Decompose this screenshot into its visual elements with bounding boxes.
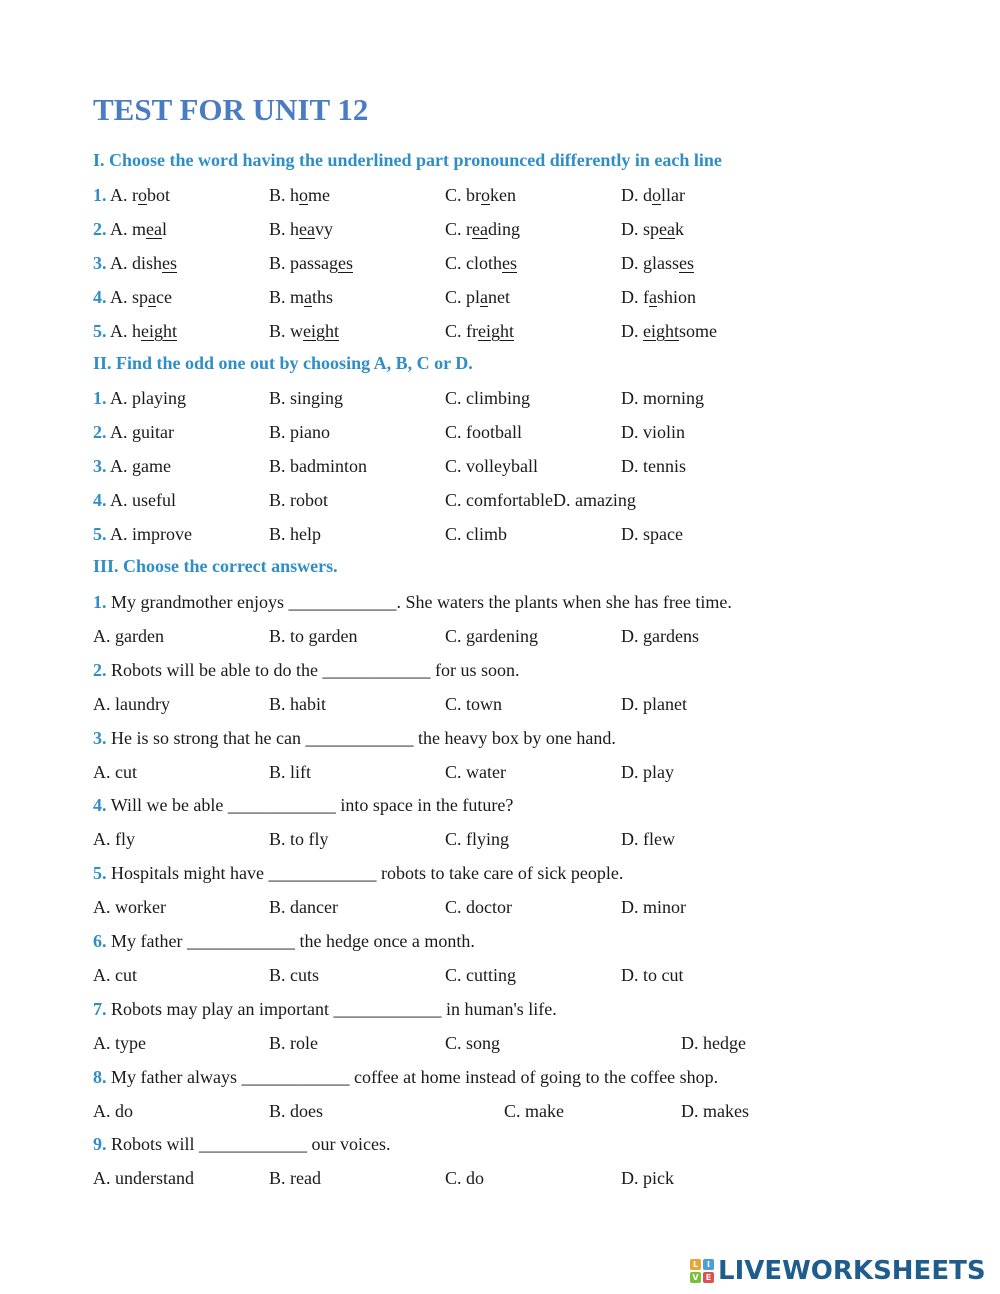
answer-row <box>0 894 1000 920</box>
question-text <box>93 996 557 1022</box>
answer-option <box>621 216 684 242</box>
answer-option: B. singing <box>269 388 344 408</box>
answer-option: A. garden <box>93 626 164 646</box>
answer-option <box>93 419 174 445</box>
option-text: D. glass <box>621 253 679 273</box>
answer-option: A. cut <box>93 965 137 985</box>
option-text: me <box>308 185 331 205</box>
answer-option: D. space <box>621 524 683 544</box>
pronunciation-row <box>0 182 1000 208</box>
odd-one-out-row <box>0 385 1000 411</box>
option-text: shion <box>657 287 697 307</box>
option-text: llar <box>661 185 685 205</box>
answer-option <box>445 318 514 344</box>
underlined-part: eight <box>303 321 340 341</box>
underlined-part: ea <box>146 219 162 239</box>
option-text: l <box>162 219 168 239</box>
option-text: C. r <box>445 219 472 239</box>
answer-option: D. violin <box>621 422 686 442</box>
question-row <box>0 860 1000 886</box>
answer-option <box>445 250 517 276</box>
option-text: A. dish <box>110 253 163 273</box>
answer-option: B. to fly <box>269 829 329 849</box>
option-text: ken <box>490 185 516 205</box>
section-3-heading: III. Choose the correct answers. <box>93 556 338 576</box>
question-number: 9. <box>93 1134 107 1154</box>
underlined-part: eight <box>643 321 679 341</box>
underlined-part: a <box>649 287 657 307</box>
option-text: ths <box>312 287 334 307</box>
answer-option: D. pick <box>621 1168 674 1188</box>
question-stem: Will we be able ____________ into space in the future? <box>110 795 514 815</box>
answer-option: C. song <box>445 1033 501 1053</box>
answer-option: B. help <box>269 524 321 544</box>
option-text: B. m <box>269 287 305 307</box>
option-text: A. h <box>110 321 142 341</box>
option-text: A. sp <box>110 287 149 307</box>
answer-option: B. to garden <box>269 626 358 646</box>
question-number: 6. <box>93 931 107 951</box>
option-text: A. m <box>110 219 147 239</box>
answer-option <box>93 521 192 547</box>
answer-option: B. lift <box>269 762 312 782</box>
option-text: C. fr <box>445 321 478 341</box>
answer-row <box>0 691 1000 717</box>
answer-option: C. doctor <box>445 897 512 917</box>
question-row <box>0 792 1000 818</box>
option-text: D. d <box>621 185 652 205</box>
question-number: 7. <box>93 999 107 1019</box>
odd-one-out-row <box>0 521 1000 547</box>
answer-option <box>621 284 696 310</box>
answer-option: B. badminton <box>269 456 367 476</box>
logo-mark-letter: I <box>703 1259 714 1270</box>
question-number: 5. <box>93 321 107 341</box>
underlined-part: ea <box>472 219 488 239</box>
underlined-part: o <box>481 185 490 205</box>
answer-option <box>93 250 177 276</box>
answer-option: D. minor <box>621 897 686 917</box>
underlined-part: a <box>148 287 157 307</box>
option-text: net <box>488 287 511 307</box>
question-number: 2. <box>93 219 107 239</box>
answer-option: A. worker <box>93 897 166 917</box>
question-number: 1. <box>93 592 107 612</box>
answer-option <box>621 182 685 208</box>
answer-row <box>0 1030 1000 1056</box>
underlined-part: o <box>138 185 148 205</box>
answer-option <box>93 318 177 344</box>
answer-option <box>621 318 717 344</box>
page-title: TEST FOR UNIT 12 <box>93 92 369 127</box>
question-text <box>93 1131 391 1157</box>
underlined-part: o <box>652 185 661 205</box>
option-text: D. f <box>621 287 649 307</box>
logo-mark-icon <box>690 1259 714 1283</box>
option-text: B. h <box>269 185 300 205</box>
option-text: C. pl <box>445 287 481 307</box>
question-text <box>93 657 519 683</box>
logo-text: LIVEWORKSHEETS <box>718 1256 986 1286</box>
question-number: 2. <box>93 660 107 680</box>
option-text: C. cloth <box>445 253 502 273</box>
pronunciation-row <box>0 250 1000 276</box>
option-text: A. playing <box>110 388 187 408</box>
answer-option: C. do <box>445 1168 485 1188</box>
answer-option <box>269 284 333 310</box>
answer-option: A. type <box>93 1033 146 1053</box>
answer-option <box>93 385 186 411</box>
option-text: vy <box>315 219 333 239</box>
answer-option: D. to cut <box>621 965 684 985</box>
odd-one-out-row <box>0 419 1000 445</box>
answer-option: D. planet <box>621 694 687 714</box>
answer-option: D. hedge <box>681 1033 746 1053</box>
question-number: 3. <box>93 253 107 273</box>
underlined-part: es <box>338 253 353 273</box>
question-stem: My father always ____________ coffee at home instead of going to the coffee shop. <box>111 1067 719 1087</box>
question-number: 4. <box>93 490 107 510</box>
underlined-part: ea <box>299 219 315 239</box>
option-text: ce <box>156 287 173 307</box>
question-number: 3. <box>93 728 107 748</box>
underlined-part: ea <box>659 219 675 239</box>
question-number: 1. <box>93 185 107 205</box>
answer-option: A. do <box>93 1101 133 1121</box>
question-text <box>93 1064 718 1090</box>
question-stem: My grandmother enjoys ____________. She waters the plants when she has free time. <box>111 592 732 612</box>
answer-row <box>0 1165 1000 1191</box>
option-text: A. game <box>110 456 171 476</box>
question-row <box>0 928 1000 954</box>
odd-one-out-row <box>0 487 1000 513</box>
question-text <box>93 792 513 818</box>
answer-option: B. does <box>269 1101 323 1121</box>
option-text: D. sp <box>621 219 660 239</box>
answer-row <box>0 759 1000 785</box>
answer-option <box>621 250 694 276</box>
answer-option: B. habit <box>269 694 326 714</box>
option-text: D. <box>621 321 643 341</box>
answer-option: C. make <box>504 1101 564 1121</box>
answer-option <box>445 216 520 242</box>
pronunciation-row <box>0 284 1000 310</box>
question-row <box>0 1064 1000 1090</box>
answer-option: B. cuts <box>269 965 320 985</box>
answer-option: A. laundry <box>93 694 170 714</box>
option-text: B. w <box>269 321 304 341</box>
answer-option: C. volleyball <box>445 456 538 476</box>
question-number: 5. <box>93 524 107 544</box>
answer-option <box>269 250 353 276</box>
option-text: B. passag <box>269 253 338 273</box>
answer-row <box>0 962 1000 988</box>
option-text: ding <box>487 219 520 239</box>
question-text <box>93 860 623 886</box>
option-text: C. br <box>445 185 481 205</box>
answer-option: C. gardening <box>445 626 538 646</box>
answer-option <box>93 487 176 513</box>
question-row <box>0 657 1000 683</box>
question-number: 5. <box>93 863 107 883</box>
answer-option: C. comfortableD. amazing <box>445 490 636 510</box>
answer-option <box>269 182 330 208</box>
answer-option: D. flew <box>621 829 675 849</box>
answer-option: B. robot <box>269 490 329 510</box>
question-number: 8. <box>93 1067 107 1087</box>
question-number: 1. <box>93 388 107 408</box>
answer-option: B. dancer <box>269 897 338 917</box>
option-text: B. h <box>269 219 300 239</box>
question-stem: Robots will be able to do the ____________ for us soon. <box>111 660 520 680</box>
question-stem: Robots may play an important ____________ in human's life. <box>111 999 557 1019</box>
answer-option <box>269 216 333 242</box>
answer-option: C. climbing <box>445 388 530 408</box>
underlined-part: a <box>480 287 489 307</box>
question-stem: He is so strong that he can ____________ the heavy box by one hand. <box>111 728 616 748</box>
answer-option <box>445 284 510 310</box>
answer-row <box>0 826 1000 852</box>
pronunciation-row <box>0 216 1000 242</box>
answer-option: B. piano <box>269 422 330 442</box>
answer-option: C. football <box>445 422 522 442</box>
question-text <box>93 589 732 615</box>
question-row <box>0 996 1000 1022</box>
question-number: 3. <box>93 456 107 476</box>
underlined-part: eight <box>478 321 514 341</box>
question-row <box>0 589 1000 615</box>
answer-option: C. climb <box>445 524 507 544</box>
question-text <box>93 928 475 954</box>
logo-mark-letter: L <box>690 1259 701 1270</box>
option-text: A. improve <box>110 524 192 544</box>
question-row <box>0 725 1000 751</box>
answer-option <box>269 318 339 344</box>
option-text: A. guitar <box>110 422 174 442</box>
answer-option: D. makes <box>681 1101 749 1121</box>
answer-option: D. gardens <box>621 626 699 646</box>
liveworksheets-logo <box>690 1254 986 1288</box>
underlined-part: es <box>162 253 178 273</box>
question-number: 4. <box>93 795 107 815</box>
underlined-part: eight <box>141 321 178 341</box>
answer-option <box>93 216 167 242</box>
answer-option: B. role <box>269 1033 318 1053</box>
option-text: A. useful <box>110 490 177 510</box>
odd-one-out-row <box>0 453 1000 479</box>
question-stem: Hospitals might have ____________ robots to take care of sick people. <box>111 863 624 883</box>
pronunciation-row <box>0 318 1000 344</box>
option-text: some <box>679 321 717 341</box>
underlined-part: es <box>679 253 694 273</box>
answer-option <box>93 284 172 310</box>
answer-option: A. cut <box>93 762 137 782</box>
option-text: k <box>675 219 684 239</box>
answer-option: C. town <box>445 694 503 714</box>
question-row <box>0 1131 1000 1157</box>
answer-row <box>0 1098 1000 1124</box>
logo-mark-letter: V <box>690 1272 701 1283</box>
question-number: 4. <box>93 287 107 307</box>
option-text: A. r <box>110 185 139 205</box>
question-number: 2. <box>93 422 107 442</box>
answer-option: C. water <box>445 762 506 782</box>
underlined-part: a <box>304 287 313 307</box>
underlined-part: o <box>299 185 309 205</box>
answer-option <box>445 182 516 208</box>
option-text: bot <box>147 185 171 205</box>
answer-row <box>0 623 1000 649</box>
question-stem: Robots will ____________ our voices. <box>111 1134 391 1154</box>
answer-option: A. fly <box>93 829 135 849</box>
section-2-heading: II. Find the odd one out by choosing A, B, C or D. <box>93 353 473 373</box>
underlined-part: es <box>502 253 517 273</box>
answer-option: D. morning <box>621 388 704 408</box>
answer-option: C. flying <box>445 829 510 849</box>
answer-option: A. understand <box>93 1168 194 1188</box>
question-stem: My father ____________ the hedge once a month. <box>111 931 475 951</box>
answer-option: B. read <box>269 1168 321 1188</box>
answer-option: D. play <box>621 762 674 782</box>
section-1-heading: I. Choose the word having the underlined part pronounced differently in each line <box>93 150 722 170</box>
answer-option: D. tennis <box>621 456 686 476</box>
answer-option <box>93 182 170 208</box>
answer-option <box>93 453 171 479</box>
answer-option: C. cutting <box>445 965 516 985</box>
logo-mark-letter: E <box>703 1272 714 1283</box>
question-text <box>93 725 616 751</box>
